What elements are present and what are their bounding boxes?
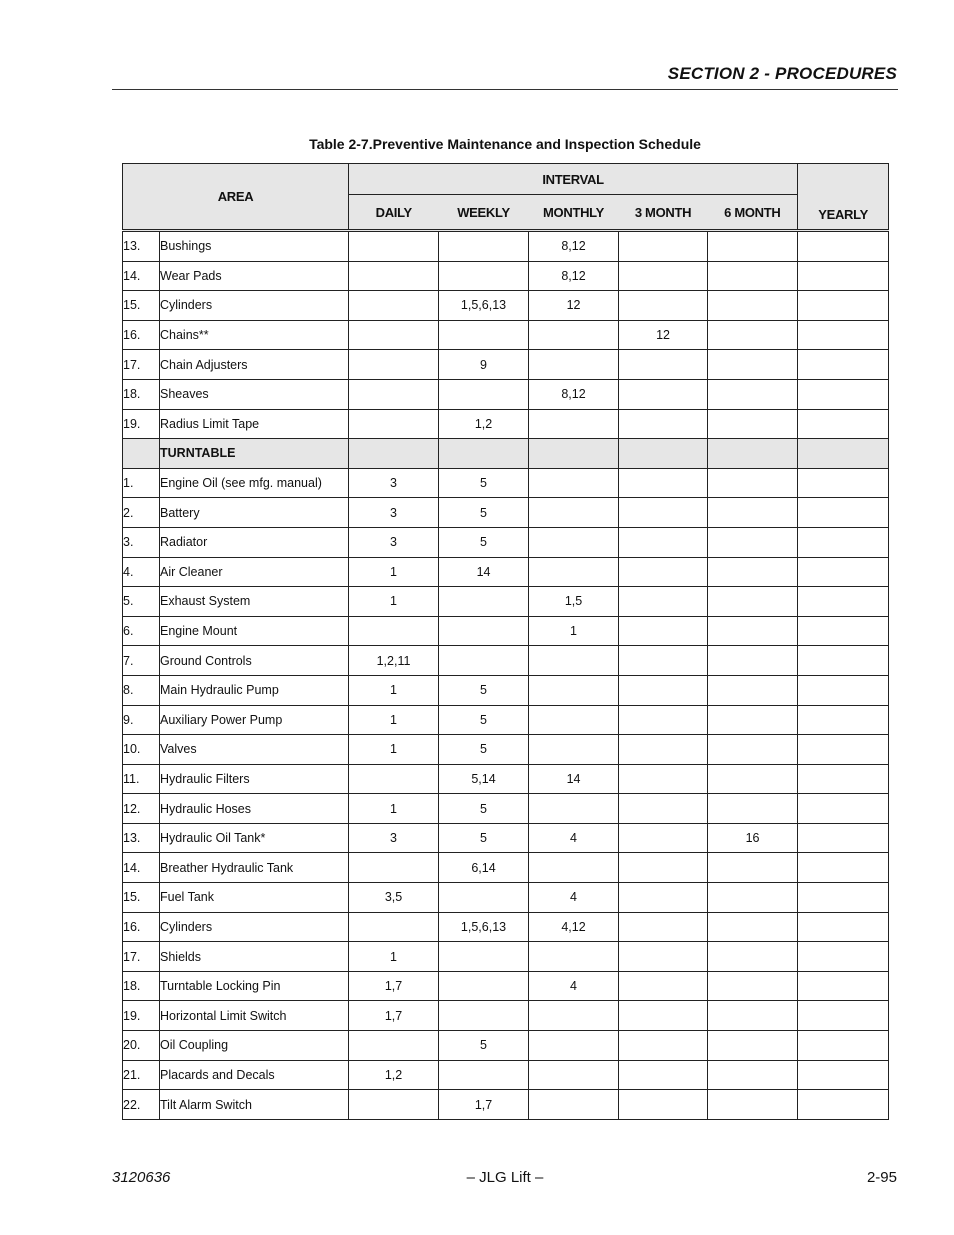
cell-6-month — [708, 794, 798, 824]
cell-monthly: 1,5 — [529, 587, 619, 617]
row-number: 11. — [123, 764, 160, 794]
cell-3-month — [619, 527, 708, 557]
cell-yearly — [798, 705, 889, 735]
column-header-3-month: 3 MONTH — [619, 195, 708, 231]
cell-weekly: 5,14 — [439, 764, 529, 794]
cell-yearly — [798, 942, 889, 972]
row-number: 1. — [123, 468, 160, 498]
row-area-name: Cylinders — [160, 291, 349, 321]
cell-daily: 1 — [349, 557, 439, 587]
row-number: 13. — [123, 231, 160, 262]
table-caption: Table 2-7.Preventive Maintenance and Inspection Schedule — [309, 136, 701, 152]
row-number: 7. — [123, 646, 160, 676]
row-area-name: Engine Mount — [160, 616, 349, 646]
cell-daily: 1 — [349, 735, 439, 765]
row-number: 19. — [123, 409, 160, 439]
cell-weekly: 1,5,6,13 — [439, 912, 529, 942]
cell-monthly: 4 — [529, 883, 619, 913]
table-row — [123, 1001, 889, 1031]
cell-6-month — [708, 379, 798, 409]
cell-daily — [349, 764, 439, 794]
cell-yearly — [798, 468, 889, 498]
row-area-name: Exhaust System — [160, 587, 349, 617]
row-number: 9. — [123, 705, 160, 735]
cell-weekly — [439, 587, 529, 617]
row-number: 17. — [123, 942, 160, 972]
cell-3-month — [619, 1060, 708, 1090]
cell-weekly: 6,14 — [439, 853, 529, 883]
cell-daily: 1,2 — [349, 1060, 439, 1090]
cell-weekly: 5 — [439, 675, 529, 705]
row-number — [123, 439, 160, 469]
cell-3-month — [619, 557, 708, 587]
row-number: 21. — [123, 1060, 160, 1090]
document-number: 3120636 — [112, 1169, 171, 1186]
cell-monthly — [529, 498, 619, 528]
cell-monthly — [529, 527, 619, 557]
cell-6-month — [708, 439, 798, 469]
cell-6-month — [708, 764, 798, 794]
row-area-name: Oil Coupling — [160, 1031, 349, 1061]
cell-weekly: 5 — [439, 498, 529, 528]
table-row — [123, 379, 889, 409]
row-area-name: Hydraulic Hoses — [160, 794, 349, 824]
cell-3-month — [619, 942, 708, 972]
cell-yearly — [798, 1060, 889, 1090]
cell-weekly: 5 — [439, 527, 529, 557]
row-area-name: Breather Hydraulic Tank — [160, 853, 349, 883]
cell-weekly — [439, 942, 529, 972]
cell-daily: 3 — [349, 498, 439, 528]
column-header-interval: INTERVAL — [349, 164, 798, 195]
cell-3-month — [619, 439, 708, 469]
cell-3-month — [619, 823, 708, 853]
table-row — [123, 557, 889, 587]
cell-6-month — [708, 291, 798, 321]
table-row — [123, 1090, 889, 1120]
table-row — [123, 823, 889, 853]
cell-weekly: 14 — [439, 557, 529, 587]
table-row — [123, 468, 889, 498]
cell-monthly — [529, 468, 619, 498]
cell-daily: 1 — [349, 794, 439, 824]
cell-monthly: 8,12 — [529, 261, 619, 291]
cell-6-month — [708, 735, 798, 765]
footer-brand: – JLG Lift – — [466, 1169, 544, 1186]
cell-6-month — [708, 942, 798, 972]
cell-yearly — [798, 764, 889, 794]
cell-3-month — [619, 1031, 708, 1061]
cell-weekly: 9 — [439, 350, 529, 380]
cell-6-month — [708, 1090, 798, 1120]
cell-3-month — [619, 498, 708, 528]
cell-weekly — [439, 261, 529, 291]
cell-3-month — [619, 735, 708, 765]
row-area-name: Radiator — [160, 527, 349, 557]
row-area-name: Turntable Locking Pin — [160, 971, 349, 1001]
column-header-weekly: WEEKLY — [439, 195, 529, 231]
cell-3-month — [619, 291, 708, 321]
cell-daily: 1,7 — [349, 1001, 439, 1031]
cell-weekly — [439, 616, 529, 646]
cell-weekly — [439, 231, 529, 262]
cell-6-month — [708, 261, 798, 291]
table-row — [123, 942, 889, 972]
cell-yearly — [798, 527, 889, 557]
cell-monthly: 14 — [529, 764, 619, 794]
table-row — [123, 498, 889, 528]
cell-daily — [349, 231, 439, 262]
row-area-name: Air Cleaner — [160, 557, 349, 587]
cell-daily — [349, 1090, 439, 1120]
cell-yearly — [798, 1090, 889, 1120]
cell-6-month — [708, 587, 798, 617]
row-number: 4. — [123, 557, 160, 587]
cell-6-month — [708, 1031, 798, 1061]
cell-daily — [349, 912, 439, 942]
column-header-6-month: 6 MONTH — [708, 195, 798, 231]
cell-6-month — [708, 971, 798, 1001]
cell-daily — [349, 439, 439, 469]
cell-3-month — [619, 379, 708, 409]
cell-daily: 3 — [349, 527, 439, 557]
row-area-name: TURNTABLE — [160, 439, 349, 469]
cell-yearly — [798, 1031, 889, 1061]
cell-yearly — [798, 883, 889, 913]
table-row — [123, 350, 889, 380]
table-row — [123, 705, 889, 735]
cell-3-month — [619, 350, 708, 380]
cell-3-month: 12 — [619, 320, 708, 350]
cell-monthly: 4 — [529, 971, 619, 1001]
cell-3-month — [619, 261, 708, 291]
row-number: 13. — [123, 823, 160, 853]
table-row — [123, 971, 889, 1001]
cell-monthly: 4 — [529, 823, 619, 853]
cell-daily: 1,7 — [349, 971, 439, 1001]
section-title: SECTION 2 - PROCEDURES — [667, 64, 897, 83]
cell-weekly: 1,5,6,13 — [439, 291, 529, 321]
row-number: 14. — [123, 853, 160, 883]
cell-daily: 1 — [349, 705, 439, 735]
cell-yearly — [798, 912, 889, 942]
table-row — [123, 675, 889, 705]
cell-6-month — [708, 557, 798, 587]
table-row — [123, 794, 889, 824]
row-area-name: Hydraulic Filters — [160, 764, 349, 794]
cell-yearly — [798, 498, 889, 528]
cell-daily — [349, 853, 439, 883]
cell-weekly — [439, 1001, 529, 1031]
cell-yearly — [798, 1001, 889, 1031]
table-group-row — [123, 439, 889, 469]
cell-weekly: 5 — [439, 468, 529, 498]
cell-yearly — [798, 971, 889, 1001]
cell-daily — [349, 261, 439, 291]
cell-yearly — [798, 616, 889, 646]
cell-6-month — [708, 1060, 798, 1090]
table-row — [123, 527, 889, 557]
table-row — [123, 261, 889, 291]
cell-yearly — [798, 231, 889, 262]
cell-monthly: 1 — [529, 616, 619, 646]
row-number: 16. — [123, 912, 160, 942]
cell-monthly — [529, 1090, 619, 1120]
cell-monthly — [529, 409, 619, 439]
cell-weekly: 5 — [439, 1031, 529, 1061]
cell-6-month: 16 — [708, 823, 798, 853]
cell-3-month — [619, 705, 708, 735]
cell-3-month — [619, 616, 708, 646]
cell-3-month — [619, 971, 708, 1001]
cell-3-month — [619, 912, 708, 942]
row-number: 19. — [123, 1001, 160, 1031]
table-row — [123, 616, 889, 646]
cell-monthly — [529, 1060, 619, 1090]
cell-3-month — [619, 883, 708, 913]
cell-6-month — [708, 853, 798, 883]
cell-weekly — [439, 1060, 529, 1090]
row-area-name: Chain Adjusters — [160, 350, 349, 380]
cell-yearly — [798, 291, 889, 321]
cell-6-month — [708, 705, 798, 735]
row-number: 2. — [123, 498, 160, 528]
cell-yearly — [798, 675, 889, 705]
cell-6-month — [708, 675, 798, 705]
cell-daily — [349, 379, 439, 409]
cell-yearly — [798, 587, 889, 617]
row-number: 5. — [123, 587, 160, 617]
cell-daily: 3,5 — [349, 883, 439, 913]
cell-daily: 1 — [349, 587, 439, 617]
cell-yearly — [798, 379, 889, 409]
schedule-body — [123, 231, 889, 1120]
row-area-name: Radius Limit Tape — [160, 409, 349, 439]
table-row — [123, 231, 889, 262]
cell-monthly — [529, 1031, 619, 1061]
row-number: 8. — [123, 675, 160, 705]
cell-3-month — [619, 468, 708, 498]
row-area-name: Engine Oil (see mfg. manual) — [160, 468, 349, 498]
page-number: 2-95 — [866, 1169, 897, 1186]
cell-6-month — [708, 409, 798, 439]
cell-monthly: 4,12 — [529, 912, 619, 942]
cell-6-month — [708, 350, 798, 380]
row-number: 22. — [123, 1090, 160, 1120]
cell-3-month — [619, 409, 708, 439]
row-area-name: Shields — [160, 942, 349, 972]
cell-daily — [349, 616, 439, 646]
cell-daily — [349, 1031, 439, 1061]
row-number: 12. — [123, 794, 160, 824]
row-number: 15. — [123, 291, 160, 321]
cell-weekly: 5 — [439, 823, 529, 853]
table-row — [123, 764, 889, 794]
cell-yearly — [798, 261, 889, 291]
row-area-name: Sheaves — [160, 379, 349, 409]
cell-weekly — [439, 971, 529, 1001]
row-area-name: Main Hydraulic Pump — [160, 675, 349, 705]
cell-weekly — [439, 883, 529, 913]
cell-monthly — [529, 735, 619, 765]
cell-monthly — [529, 320, 619, 350]
cell-yearly — [798, 320, 889, 350]
cell-6-month — [708, 468, 798, 498]
row-area-name: Valves — [160, 735, 349, 765]
cell-6-month — [708, 527, 798, 557]
row-area-name: Placards and Decals — [160, 1060, 349, 1090]
table-row — [123, 320, 889, 350]
cell-daily — [349, 320, 439, 350]
cell-monthly: 8,12 — [529, 231, 619, 262]
cell-daily: 3 — [349, 823, 439, 853]
row-number: 3. — [123, 527, 160, 557]
cell-weekly: 1,2 — [439, 409, 529, 439]
cell-6-month — [708, 320, 798, 350]
row-number: 20. — [123, 1031, 160, 1061]
cell-monthly: 8,12 — [529, 379, 619, 409]
cell-monthly — [529, 853, 619, 883]
cell-3-month — [619, 1001, 708, 1031]
cell-yearly — [798, 409, 889, 439]
cell-daily — [349, 409, 439, 439]
column-header-yearly: YEARLY — [798, 164, 889, 231]
row-number: 6. — [123, 616, 160, 646]
cell-6-month — [708, 231, 798, 262]
cell-3-month — [619, 764, 708, 794]
row-number: 17. — [123, 350, 160, 380]
row-area-name: Tilt Alarm Switch — [160, 1090, 349, 1120]
cell-yearly — [798, 735, 889, 765]
table-row — [123, 912, 889, 942]
cell-yearly — [798, 439, 889, 469]
cell-weekly: 5 — [439, 794, 529, 824]
table-row — [123, 291, 889, 321]
row-area-name: Horizontal Limit Switch — [160, 1001, 349, 1031]
cell-daily: 3 — [349, 468, 439, 498]
table-row — [123, 853, 889, 883]
cell-6-month — [708, 616, 798, 646]
table-row — [123, 409, 889, 439]
header-divider — [112, 89, 898, 90]
cell-monthly: 12 — [529, 291, 619, 321]
row-number: 18. — [123, 971, 160, 1001]
row-area-name: Battery — [160, 498, 349, 528]
cell-3-month — [619, 587, 708, 617]
cell-monthly — [529, 675, 619, 705]
cell-3-month — [619, 675, 708, 705]
cell-weekly — [439, 646, 529, 676]
cell-weekly: 5 — [439, 705, 529, 735]
row-number: 15. — [123, 883, 160, 913]
column-header-monthly: MONTHLY — [529, 195, 619, 231]
row-area-name: Hydraulic Oil Tank* — [160, 823, 349, 853]
cell-yearly — [798, 557, 889, 587]
cell-weekly: 5 — [439, 735, 529, 765]
cell-6-month — [708, 498, 798, 528]
row-area-name: Cylinders — [160, 912, 349, 942]
cell-yearly — [798, 350, 889, 380]
cell-6-month — [708, 912, 798, 942]
row-area-name: Ground Controls — [160, 646, 349, 676]
cell-daily: 1 — [349, 942, 439, 972]
cell-monthly — [529, 1001, 619, 1031]
table-row — [123, 1060, 889, 1090]
column-header-area: AREA — [123, 164, 349, 231]
cell-monthly — [529, 705, 619, 735]
table-row — [123, 646, 889, 676]
cell-daily — [349, 291, 439, 321]
cell-weekly: 1,7 — [439, 1090, 529, 1120]
cell-monthly — [529, 350, 619, 380]
cell-weekly — [439, 439, 529, 469]
cell-monthly — [529, 942, 619, 972]
cell-weekly — [439, 379, 529, 409]
cell-weekly — [439, 320, 529, 350]
row-area-name: Fuel Tank — [160, 883, 349, 913]
cell-3-month — [619, 853, 708, 883]
cell-monthly — [529, 646, 619, 676]
cell-daily: 1 — [349, 675, 439, 705]
cell-3-month — [619, 794, 708, 824]
cell-yearly — [798, 853, 889, 883]
cell-daily — [349, 350, 439, 380]
maintenance-schedule-table — [122, 163, 889, 1120]
row-number: 10. — [123, 735, 160, 765]
row-area-name: Bushings — [160, 231, 349, 262]
cell-6-month — [708, 646, 798, 676]
cell-3-month — [619, 1090, 708, 1120]
column-header-daily: DAILY — [349, 195, 439, 231]
cell-6-month — [708, 1001, 798, 1031]
row-number: 18. — [123, 379, 160, 409]
cell-monthly — [529, 794, 619, 824]
cell-3-month — [619, 646, 708, 676]
row-area-name: Wear Pads — [160, 261, 349, 291]
row-area-name: Auxiliary Power Pump — [160, 705, 349, 735]
row-number: 14. — [123, 261, 160, 291]
table-row — [123, 735, 889, 765]
table-row — [123, 1031, 889, 1061]
cell-yearly — [798, 794, 889, 824]
cell-yearly — [798, 823, 889, 853]
table-row — [123, 587, 889, 617]
cell-daily: 1,2,11 — [349, 646, 439, 676]
cell-6-month — [708, 883, 798, 913]
row-area-name: Chains** — [160, 320, 349, 350]
row-number: 16. — [123, 320, 160, 350]
cell-monthly — [529, 439, 619, 469]
table-row — [123, 883, 889, 913]
cell-3-month — [619, 231, 708, 262]
cell-monthly — [529, 557, 619, 587]
cell-yearly — [798, 646, 889, 676]
